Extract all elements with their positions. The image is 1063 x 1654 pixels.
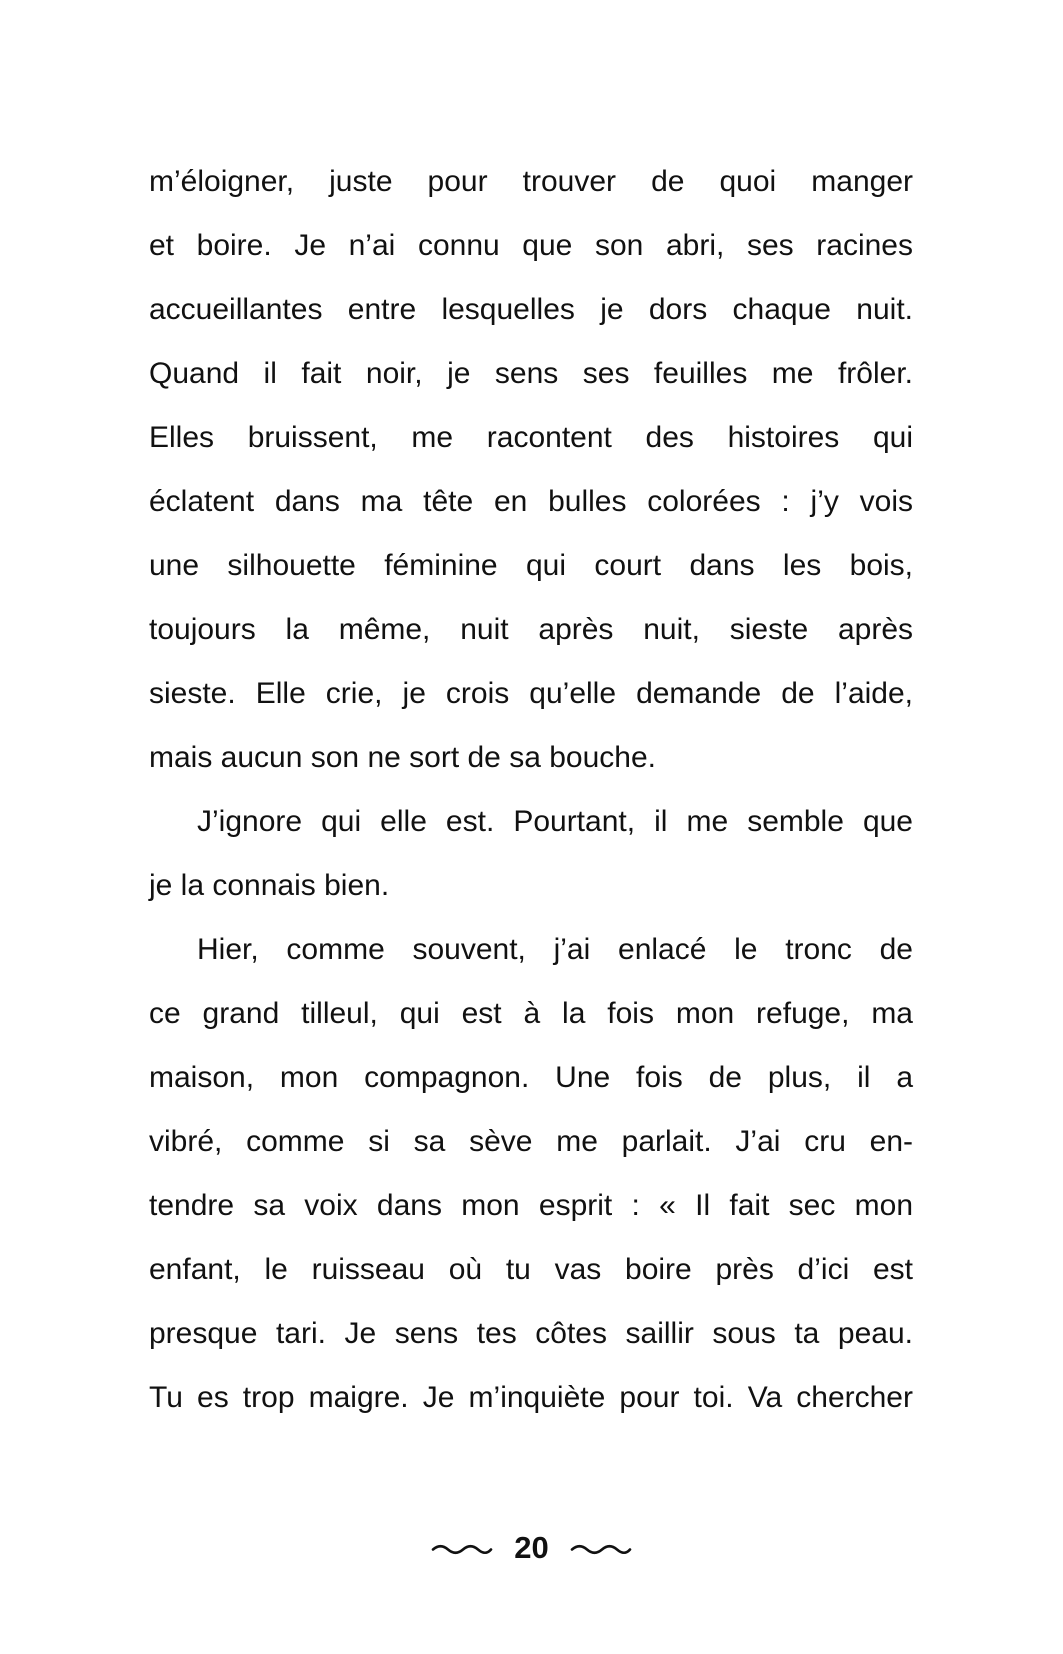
text-line: Elles bruissent, me racontent des histoires qui bbox=[149, 421, 913, 454]
text-line: toujours la même, nuit après nuit, sieste après bbox=[149, 613, 913, 646]
text-line: Hier, comme souvent, j’ai enlacé le tronc de bbox=[197, 933, 913, 966]
text-block bbox=[149, 150, 913, 1430]
text-line: éclatent dans ma tête en bulles colorées : j’y vois bbox=[149, 485, 913, 518]
text-line: maison, mon compagnon. Une fois de plus, il a bbox=[149, 1061, 913, 1094]
text-line: accueillantes entre lesquelles je dors chaque nuit. bbox=[149, 293, 913, 326]
text-line: une silhouette féminine qui court dans les bois, bbox=[149, 549, 913, 582]
text-line: je la connais bien. bbox=[149, 869, 390, 902]
text-line: mais aucun son ne sort de sa bouche. bbox=[149, 741, 656, 774]
text-line: m’éloigner, juste pour trouver de quoi manger bbox=[149, 165, 913, 198]
text-line: enfant, le ruisseau où tu vas boire près d’ici est bbox=[149, 1253, 913, 1286]
text-line: Quand il fait noir, je sens ses feuilles me frôler. bbox=[149, 357, 913, 390]
text-line: Tu es trop maigre. Je m’inquiète pour toi. Va chercher bbox=[149, 1381, 913, 1414]
text-line: ce grand tilleul, qui est à la fois mon refuge, ma bbox=[149, 997, 913, 1030]
text-line: presque tari. Je sens tes côtes saillir sous ta peau. bbox=[149, 1317, 913, 1350]
text-line: et boire. Je n’ai connu que son abri, ses racines bbox=[149, 229, 913, 262]
text-line: tendre sa voix dans mon esprit : « Il fait sec mon bbox=[149, 1189, 913, 1222]
squiggle-left-icon bbox=[431, 1541, 493, 1555]
text-line: vibré, comme si sa sève me parlait. J’ai cru en- bbox=[149, 1125, 913, 1158]
page-footer bbox=[0, 1528, 1063, 1568]
text-line: sieste. Elle crie, je crois qu’elle demande de l’aide, bbox=[149, 677, 913, 710]
page-number: 20 bbox=[514, 1529, 549, 1565]
squiggle-right-icon bbox=[570, 1541, 632, 1555]
text-line: J’ignore qui elle est. Pourtant, il me semble que bbox=[197, 805, 913, 838]
